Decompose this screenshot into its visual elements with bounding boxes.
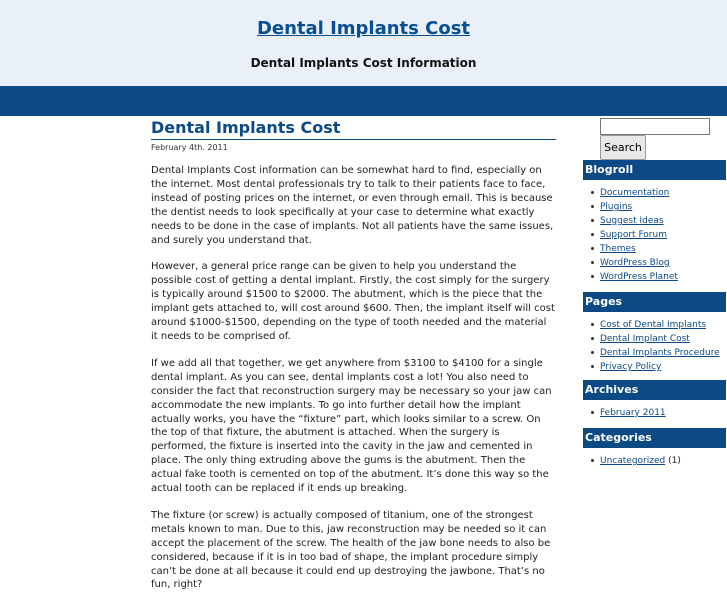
post-body bbox=[151, 164, 556, 592]
blogroll-list bbox=[583, 186, 726, 284]
archives-item bbox=[590, 406, 726, 420]
widget-title-pages: Pages bbox=[583, 292, 726, 312]
blogroll-link-wordpress-blog[interactable]: WordPress Blog bbox=[600, 258, 670, 268]
post-paragraph: If we add all that together, we get anywhere from $3100 to $4100 for a single dental implant. As you can see, dental implants cost a lot! You also need to consider the fact that reconstruction surgery may be necessary so your jaw can accommodate the new implants. To go into further detail how the implant actually works, you have the “fixture” part, which looks similar to a screw. On the top of that fixture, the abutment is attached. When the surgery is performed, the fixture is inserted into the cavity in the jaw and cemented in place. The only thing extruding above the gums is the abutment. Then the actual fake tooth is cemented on top of the abutment. It’s done this way so the actual tooth can be replaced if it ends up breaking. bbox=[151, 357, 552, 495]
site-description: Dental Implants Cost Information bbox=[250, 56, 477, 70]
site-title-link[interactable]: Dental Implants Cost bbox=[256, 18, 471, 39]
blogroll-link-plugins[interactable]: Plugins bbox=[600, 202, 633, 212]
page-link-dental-implant-cost[interactable]: Dental Implant Cost bbox=[600, 334, 690, 344]
page-link-cost-of-dental-implants[interactable]: Cost of Dental Implants bbox=[600, 320, 707, 330]
navigation-bar bbox=[0, 86, 727, 116]
archives-widget bbox=[583, 380, 726, 420]
blogroll-item bbox=[590, 214, 726, 228]
blogroll-item bbox=[590, 186, 726, 200]
site-header bbox=[0, 0, 727, 86]
blogroll-link-themes[interactable]: Themes bbox=[600, 244, 636, 254]
categories-item bbox=[590, 454, 726, 468]
page-link-privacy-policy[interactable]: Privacy Policy bbox=[600, 362, 662, 372]
pages-item bbox=[590, 360, 726, 374]
blogroll-link-documentation[interactable]: Documentation bbox=[600, 188, 670, 198]
blogroll-link-wordpress-planet[interactable]: WordPress Planet bbox=[600, 272, 678, 282]
blogroll-item bbox=[590, 270, 726, 284]
archives-list bbox=[583, 406, 726, 420]
archive-link-february-2011[interactable]: February 2011 bbox=[600, 408, 666, 418]
category-count: (1) bbox=[668, 456, 681, 466]
pages-list bbox=[583, 318, 726, 374]
post-paragraph: Dental Implants Cost information can be somewhat hard to find, especially on the internet. Most dental professionals try to talk to their patients face to face, instead of posting prices on the internet, or even through email. This is because the dentist needs to look specifically at your case to determine what exactly needs to be done in the case of implants. Not all patients have the same issues, and surely you understand that. bbox=[151, 165, 554, 246]
widget-title-blogroll: Blogroll bbox=[583, 160, 726, 180]
categories-list bbox=[583, 454, 726, 468]
blogroll-item bbox=[590, 256, 726, 270]
post-date: February 4th. 2011 bbox=[151, 143, 228, 152]
pages-item bbox=[590, 346, 726, 360]
blogroll-widget bbox=[583, 160, 726, 284]
pages-widget bbox=[583, 292, 726, 374]
category-link-uncategorized[interactable]: Uncategorized bbox=[600, 456, 666, 466]
post-paragraph: However, a general price range can be given to help you understand the possible cost of getting a dental implant. Firstly, the cost simply for the surgery is typically around $1500 to $2000. The abutment, which is the piece that the implant gets attached to, will cost around $600. Then, the implant itself will cost around $1000-$1500, depending on the type of tooth needed and the material it needs to be comprised of. bbox=[151, 261, 555, 342]
search-button[interactable]: Search bbox=[600, 135, 646, 160]
widget-title-categories: Categories bbox=[583, 428, 726, 448]
blogroll-link-support-forum[interactable]: Support Forum bbox=[600, 230, 667, 240]
page-link-dental-implants-procedure[interactable]: Dental Implants Procedure bbox=[600, 348, 720, 358]
pages-item bbox=[590, 318, 726, 332]
blogroll-item bbox=[590, 200, 726, 214]
post-paragraph: The fixture (or screw) is actually composed of titanium, one of the strongest metals known to man. Due to this, jaw reconstruction may be needed so it can accept the placement of the screw. The health of the jaw bone needs to also be considered, because if it is in too bad of shape, the implant procedure simply can’t be done at all because it could end up destroying the jawbone. That’s no fun, right? bbox=[151, 509, 551, 591]
categories-widget bbox=[583, 428, 726, 468]
search-input[interactable] bbox=[600, 118, 710, 135]
blogroll-link-suggest-ideas[interactable]: Suggest Ideas bbox=[600, 216, 664, 226]
blogroll-item bbox=[590, 228, 726, 242]
widget-title-archives: Archives bbox=[583, 380, 726, 400]
main-content bbox=[151, 118, 556, 605]
blogroll-item bbox=[590, 242, 726, 256]
pages-item bbox=[590, 332, 726, 346]
post-title[interactable]: Dental Implants Cost bbox=[151, 118, 556, 140]
